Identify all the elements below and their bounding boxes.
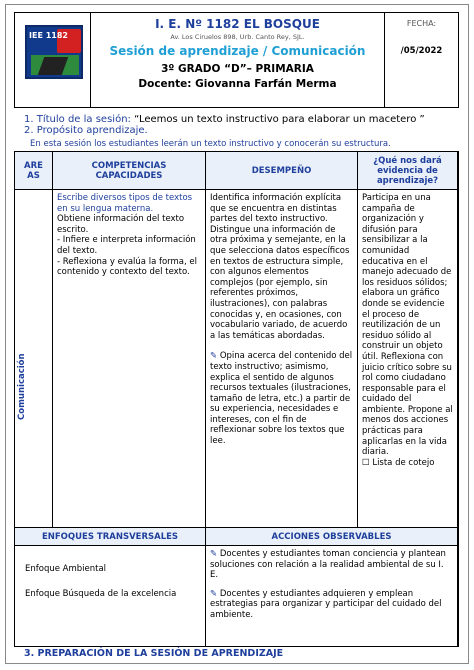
school-logo bbox=[25, 25, 83, 79]
session-header bbox=[14, 12, 459, 108]
capacidad-1: Obtiene información del texto escrito. bbox=[57, 214, 185, 235]
enfoque-excelencia: Enfoque Búsqueda de la excelencia bbox=[25, 589, 177, 599]
date-value: /05/2022 bbox=[400, 46, 443, 56]
teacher-label: Docente: Giovanna Farfán Merma bbox=[138, 78, 337, 90]
logo-cell bbox=[15, 13, 91, 107]
desempeno-2: Opina acerca del contenido del texto instructivo; asimismo, explica el sentido de algunos recursos textuales (ilustraciones, tamaño de letra, etc.) a partir de su experiencia, necesidades e intereses, con el fin de reflexionar sobre los textos que lee. bbox=[210, 351, 353, 447]
header-area: ARE AS bbox=[15, 152, 53, 190]
section-1-label: Título de la sesión: bbox=[36, 114, 131, 125]
session-table bbox=[14, 151, 459, 647]
header-desempeno: DESEMPEÑO bbox=[206, 152, 358, 190]
section-title bbox=[24, 114, 425, 125]
section-1-value: “Leemos un texto instructivo para elaborar un macetero ” bbox=[130, 114, 425, 125]
grade-label: 3º GRADO “D”– PRIMARIA bbox=[161, 63, 314, 75]
header-enfoques: ENFOQUES TRANSVERSALES bbox=[15, 528, 206, 546]
header-evidencia: ¿Qué nos dará evidencia de aprendizaje? bbox=[358, 152, 458, 190]
acciones-cell bbox=[206, 546, 458, 646]
header-competencias: COMPETENCIAS CAPACIDADES bbox=[53, 152, 206, 190]
accion-1: Docentes y estudiantes toman conciencia y plantean soluciones con relación a la realidad ambiental de su I. E. bbox=[210, 549, 446, 581]
area-name: Comunicación bbox=[17, 353, 27, 420]
session-intro: En esta sesión los estudiantes leerán un texto instructivo y conocerán su estructura. bbox=[30, 139, 391, 149]
capacidad-3: - Reflexiona y evalúa la forma, el contenido y contexto del texto. bbox=[57, 256, 198, 278]
date-label: FECHA: bbox=[406, 19, 437, 28]
competencia-text: Escribe diversos tipos de textos en su lengua materna. bbox=[57, 193, 193, 214]
desempeno-1: Identifica información explícita que se encuentra en distintas partes del texto instructivo. Distingue una información de otra próxima y semejante, en la que selecciona datos específicos en textos de estructura simple, con algunos elementos complejos (por ejemplo, sin referentes próximos, ilustraciones), con palabras conocidas y, en ocasiones, con vocabulario variado, de acuerdo a las temáticas abordadas. bbox=[210, 193, 350, 341]
evidencia-cell bbox=[358, 190, 458, 528]
session-title: Sesión de aprendizaje / Comunicación bbox=[109, 44, 366, 58]
pencil-icon: ✎ bbox=[210, 549, 220, 559]
school-name: I. E. Nº 1182 EL BOSQUE bbox=[155, 17, 320, 31]
accion-2: Docentes y estudiantes adquieren y emplean estrategias para organizar y participar del cuidado del ambiente. bbox=[210, 588, 442, 620]
section-preparation: 3. PREPARACIÓN DE LA SESIÓN DE APRENDIZAJE bbox=[24, 648, 284, 659]
header-acciones: ACCIONES OBSERVABLES bbox=[206, 528, 458, 546]
section-1-number: 1. bbox=[24, 114, 34, 125]
desempeno-cell bbox=[206, 190, 358, 528]
enfoques-cell bbox=[15, 546, 206, 646]
school-address: Av. Los Ciruelos 898, Urb. Canto Rey, SJL. bbox=[170, 33, 305, 41]
area-cell bbox=[15, 190, 53, 528]
pencil-icon: ✎ bbox=[210, 588, 220, 599]
competencias-cell bbox=[53, 190, 206, 528]
date-cell bbox=[385, 13, 458, 107]
section-purpose: 2. Propósito aprendizaje. bbox=[24, 125, 148, 136]
logo-lettering: IEE 1182 bbox=[29, 31, 68, 40]
pencil-icon: ✎ bbox=[210, 351, 220, 362]
checklist-icon: ☐ bbox=[362, 457, 373, 468]
instrumento-text: Lista de cotejo bbox=[372, 457, 435, 468]
evidencia-text: Participa en una campaña de organización y difusión para sensibilizar a la comunidad educativa en el manejo adecuado de los residuos sólidos; elabora un gráfico donde se evidencie el proceso de reutilización de un residuo sólido al construir un objeto útil. Reflexiona con juicio crítico sobre su rol como ciudadano responsable para el cuidado del ambiente. Propone al menos dos acciones prácticas para aplicarlas en la vida diaria. bbox=[362, 193, 453, 458]
enfoque-ambiental: Enfoque Ambiental bbox=[25, 564, 107, 574]
capacidad-2: - Infiere e interpreta información del texto. bbox=[57, 235, 196, 256]
school-info bbox=[91, 13, 385, 107]
